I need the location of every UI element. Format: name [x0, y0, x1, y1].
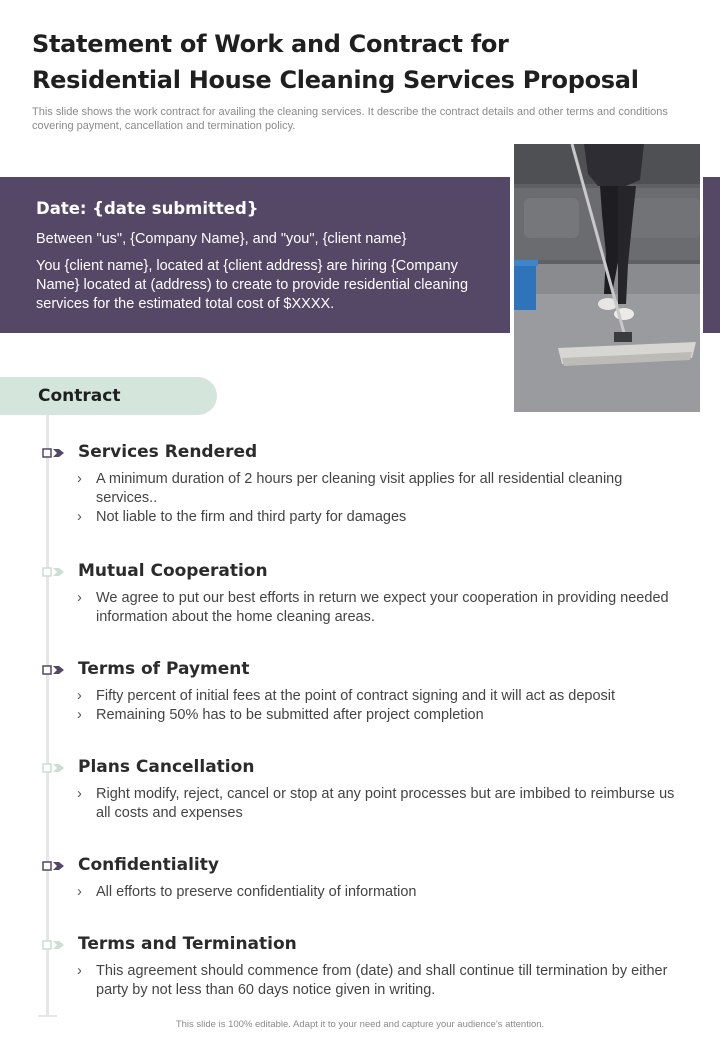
section-title: Terms of Payment	[78, 659, 250, 679]
bullet-list	[76, 962, 676, 1000]
footer-note: This slide is 100% editable. Adapt it to your need and capture your audience's attention.	[175, 1019, 545, 1030]
section-title: Plans Cancellation	[78, 757, 255, 777]
section-title: Confidentiality	[78, 855, 219, 875]
bullet-text: All efforts to preserve confidentiality of information	[96, 884, 417, 900]
page-subtitle: This slide shows the work contract for availing the cleaning services. It describe the contract details and other terms and conditions covering payment, cancellation and termination policy.	[32, 106, 668, 132]
bullet-list	[76, 785, 676, 823]
arrow-marker-icon	[42, 665, 66, 675]
list-item	[76, 589, 676, 627]
chevron-right-icon: ›	[77, 963, 82, 979]
section-title: Services Rendered	[78, 442, 258, 462]
title-line-1: Statement of Work and Contract for	[32, 30, 509, 58]
parties-text: Between "us", {Company Name}, and "you", {client name}	[36, 231, 407, 247]
mopping-illustration	[514, 144, 700, 412]
list-item	[76, 706, 676, 725]
arrow-marker-icon	[42, 567, 66, 577]
chevron-right-icon: ›	[77, 509, 82, 525]
list-item	[76, 883, 676, 902]
engagement-text: You {client name}, located at {client address} are hiring {Company Name} located at (address) to create to provide residential cleaning services for the estimated total cost of $XXXX.	[36, 258, 469, 312]
bullet-list	[76, 883, 676, 902]
banner-right-accent	[703, 177, 720, 333]
chevron-right-icon: ›	[77, 786, 82, 802]
bullet-text: Fifty percent of initial fees at the point of contract signing and it will act as deposit	[96, 688, 616, 704]
section-title: Terms and Termination	[78, 934, 297, 954]
list-item	[76, 470, 676, 508]
cleaning-photo	[514, 144, 700, 412]
bullet-text: A minimum duration of 2 hours per cleaning visit applies for all residential cleaning services..	[96, 471, 623, 506]
bullet-list	[76, 470, 676, 527]
chevron-right-icon: ›	[77, 707, 82, 723]
bullet-text: Remaining 50% has to be submitted after project completion	[96, 707, 484, 723]
timeline-line	[46, 415, 49, 1017]
bullet-text: Right modify, reject, cancel or stop at any point processes but are imbibed to reimburse us all costs and expenses	[96, 786, 675, 821]
timeline-end	[38, 1015, 57, 1017]
bullet-list	[76, 589, 676, 627]
arrow-marker-icon	[42, 861, 66, 871]
arrow-marker-icon	[42, 763, 66, 773]
list-item	[76, 687, 676, 706]
bullet-text: This agreement should commence from (date) and shall continue till termination by either party by not less than 60 days notice given in writing.	[96, 963, 668, 998]
page-title	[32, 26, 702, 98]
chevron-right-icon: ›	[77, 471, 82, 487]
list-item	[76, 785, 676, 823]
list-item	[76, 962, 676, 1000]
list-item	[76, 508, 676, 527]
date-submitted: Date: {date submitted}	[36, 199, 259, 218]
arrow-marker-icon	[42, 448, 66, 458]
title-line-2: Residential House Cleaning Services Proposal	[32, 66, 639, 94]
section-title: Mutual Cooperation	[78, 561, 268, 581]
chevron-right-icon: ›	[77, 590, 82, 606]
bullet-text: Not liable to the firm and third party for damages	[96, 509, 407, 525]
contract-heading: Contract	[0, 377, 217, 415]
chevron-right-icon: ›	[77, 688, 82, 704]
bullet-text: We agree to put our best efforts in return we expect your cooperation in providing needed information about the home cleaning areas.	[96, 590, 669, 625]
intro-banner	[0, 177, 510, 333]
arrow-marker-icon	[42, 940, 66, 950]
bullet-list	[76, 687, 676, 725]
chevron-right-icon: ›	[77, 884, 82, 900]
